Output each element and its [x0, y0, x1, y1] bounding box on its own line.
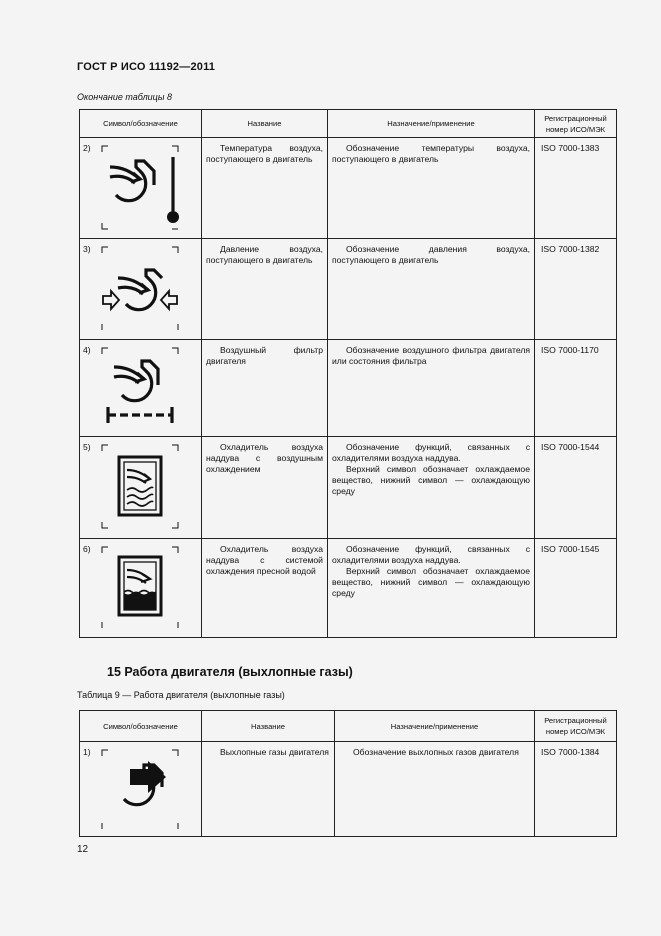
section-heading: 15 Работа двигателя (выхлопные газы): [107, 665, 353, 679]
engine-intake-air-pressure-icon: [100, 244, 180, 334]
name-cell: Давление воздуха, поступающего в двигатель: [202, 239, 328, 340]
symbol-cell: [80, 742, 202, 837]
table-row: [80, 340, 617, 437]
fresh-water-charge-cooler-icon: [100, 544, 180, 634]
table-9: [79, 710, 617, 837]
symbol-cell: [80, 437, 202, 539]
name-cell: Температура воздуха, поступающего в двигатель: [202, 138, 328, 239]
symbol-cell: [80, 340, 202, 437]
purpose-cell: Обозначение выхлопных газов двигателя: [335, 742, 535, 837]
reg-number-cell: ISO 7000-1382: [535, 239, 617, 340]
row-number: 1): [83, 747, 91, 757]
document-id: ГОСТ Р ИСО 11192—2011: [77, 61, 216, 73]
table-row: [80, 138, 617, 239]
reg-number-cell: ISO 7000-1384: [535, 742, 617, 837]
symbol-cell: [80, 539, 202, 638]
reg-number-cell: ISO 7000-1544: [535, 437, 617, 539]
row-number: 4): [83, 345, 91, 355]
name-cell: Охладитель воздуха наддува с системой охлаждения пресной водой: [202, 539, 328, 638]
header-reg: Регистрационный номер ИСО/МЭК: [535, 110, 617, 138]
header-symbol: Символ/обозначение: [80, 711, 202, 742]
header-name: Название: [202, 110, 328, 138]
header-reg: Регистрационный номер ИСО/МЭК: [535, 711, 617, 742]
symbol-cell: [80, 239, 202, 340]
page-number: 12: [77, 844, 89, 855]
engine-intake-air-temperature-icon: [100, 143, 180, 233]
engine-air-filter-icon: [100, 345, 180, 435]
table-row: [80, 437, 617, 539]
reg-number-cell: ISO 7000-1545: [535, 539, 617, 638]
row-number: 6): [83, 544, 91, 554]
table-header-row: [80, 110, 617, 138]
header-name: Название: [202, 711, 335, 742]
name-cell: Выхлопные газы двигателя: [202, 742, 335, 837]
reg-number-cell: ISO 7000-1170: [535, 340, 617, 437]
symbol-cell: [80, 138, 202, 239]
header-symbol: Символ/обозначение: [80, 110, 202, 138]
purpose-cell: Обозначение воздушного фильтра двигателя или состояния фильтра: [328, 340, 535, 437]
table-continuation-label: Окончание таблицы 8: [77, 92, 172, 102]
purpose-cell: Обозначение температуры воздуха, поступающего в двигатель: [328, 138, 535, 239]
purpose-cell: Обозначение функций, связанных с охладителями воздуха наддува. Верхний символ обозначает охлаждаемое вещество, нижний символ — охлаждающую среду: [328, 437, 535, 539]
row-number: 3): [83, 244, 91, 254]
table-row: [80, 539, 617, 638]
table-8: [79, 109, 617, 638]
table-9-caption: Таблица 9 — Работа двигателя (выхлопные газы): [77, 690, 285, 700]
air-to-air-charge-cooler-icon: [100, 442, 180, 532]
header-purpose: Назначение/применение: [335, 711, 535, 742]
name-cell: Охладитель воздуха наддува с воздушным охлаждением: [202, 437, 328, 539]
table-row: [80, 239, 617, 340]
purpose-cell: Обозначение давления воздуха, поступающего в двигатель: [328, 239, 535, 340]
header-purpose: Назначение/применение: [328, 110, 535, 138]
table-row: [80, 742, 617, 837]
purpose-cell: Обозначение функций, связанных с охладителями воздуха наддува. Верхний символ обозначает охлаждаемое вещество, нижний символ — охлаждающую среду: [328, 539, 535, 638]
reg-number-cell: ISO 7000-1383: [535, 138, 617, 239]
row-number: 2): [83, 143, 91, 153]
engine-exhaust-gas-icon: [100, 747, 180, 835]
name-cell: Воздушный фильтр двигателя: [202, 340, 328, 437]
table-header-row: [80, 711, 617, 742]
row-number: 5): [83, 442, 91, 452]
